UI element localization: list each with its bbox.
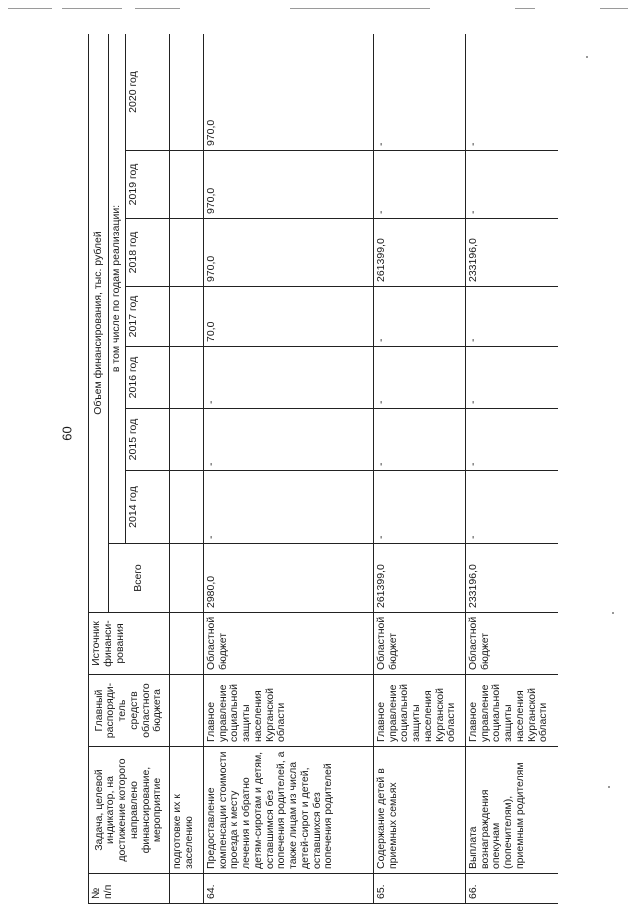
cell-year: - [373, 34, 465, 151]
scan-artifact [8, 8, 52, 9]
header-year: 2019 год [125, 151, 169, 219]
cell-num: 64. [203, 874, 373, 904]
header-year: 2015 год [125, 409, 169, 471]
cell-total [169, 544, 203, 613]
table-row [465, 34, 558, 904]
header-by-years: в том числе по годам реализации: [109, 34, 126, 544]
cell-year: - [373, 471, 465, 544]
scan-speck [608, 786, 610, 788]
cell-year: 970,0 [203, 34, 373, 151]
header-num: № п/п [89, 874, 170, 904]
funding-table-frame [88, 34, 558, 904]
cell-year [169, 471, 203, 544]
cell-year: 970,0 [203, 151, 373, 219]
scan-artifact [515, 8, 535, 9]
scan-artifact [62, 8, 122, 9]
cell-manager [169, 675, 203, 747]
cell-task: Выплата вознаграждения опекунам (попечителям), приемным родителям [465, 747, 558, 874]
table-row [373, 34, 465, 904]
header-source: Источник финанси-рования [89, 613, 170, 675]
cell-year: - [465, 347, 558, 409]
cell-manager: Главное управление социальной защиты населения Курганской области [373, 675, 465, 747]
cell-year [169, 34, 203, 151]
cell-year [169, 219, 203, 287]
cell-year: - [465, 471, 558, 544]
scan-artifact [290, 8, 430, 9]
table-row [203, 34, 373, 904]
cell-source [169, 613, 203, 675]
cell-year [169, 151, 203, 219]
cell-year: - [373, 409, 465, 471]
cell-year: 970,0 [203, 219, 373, 287]
cell-year [169, 347, 203, 409]
cell-year: - [203, 471, 373, 544]
cell-year: - [465, 151, 558, 219]
cell-num: 65. [373, 874, 465, 904]
cell-manager: Главное управление социальной защиты населения Курганской области [465, 675, 558, 747]
header-year: 2017 год [125, 287, 169, 347]
header-total: Всего [109, 544, 170, 613]
cell-manager: Главное управление социальной защиты населения Курганской области [203, 675, 373, 747]
page-number: 60 [59, 425, 75, 441]
cell-task: Содержание детей в приемных семьях [373, 747, 465, 874]
rotated-table [88, 34, 558, 904]
cell-total: 233196,0 [465, 544, 558, 613]
cell-year: - [465, 287, 558, 347]
cell-source: Областной бюджет [203, 613, 373, 675]
header-task: Задача, целевой индикатор, на достижение которого направлено финансирование, мероприятие [89, 747, 170, 874]
cell-year [169, 409, 203, 471]
cell-task: Предоставление компенсации стоимости проезда к месту лечения и обратно детям-сиротам и детям, оставшимся без попечения родителей, а также лицам из числа детей-сирот и детей, оставшихся без попечения родителей [203, 747, 373, 874]
cell-num: 66. [465, 874, 558, 904]
scan-speck [612, 612, 614, 614]
cell-year: 261399,0 [373, 219, 465, 287]
header-manager: Главный распоряди-тель средств областного бюджета [89, 675, 170, 747]
header-funding: Объем финансирования, тыс. рублей [89, 34, 109, 613]
scan-artifact [135, 8, 180, 9]
funding-table [88, 34, 558, 904]
cell-year [169, 287, 203, 347]
cell-year: - [465, 34, 558, 151]
continuation-row [169, 34, 203, 904]
cell-year: 70,0 [203, 287, 373, 347]
cell-year: 233196,0 [465, 219, 558, 287]
cell-total: 261399,0 [373, 544, 465, 613]
cell-source: Областной бюджет [373, 613, 465, 675]
cell-total: 2980,0 [203, 544, 373, 613]
cell-year: - [373, 347, 465, 409]
scan-speck [586, 56, 588, 58]
cell-num [169, 874, 203, 904]
cell-year: - [373, 151, 465, 219]
cell-year: - [373, 287, 465, 347]
cell-year: - [203, 409, 373, 471]
cell-source: Областной бюджет [465, 613, 558, 675]
header-year: 2014 год [125, 471, 169, 544]
header-year: 2020 год [125, 34, 169, 151]
header-year: 2016 год [125, 347, 169, 409]
scan-artifact [600, 8, 628, 9]
header-row [89, 34, 109, 904]
cell-task: подготовке их к заселению [169, 747, 203, 874]
header-year: 2018 год [125, 219, 169, 287]
cell-year: - [465, 409, 558, 471]
cell-year: - [203, 347, 373, 409]
